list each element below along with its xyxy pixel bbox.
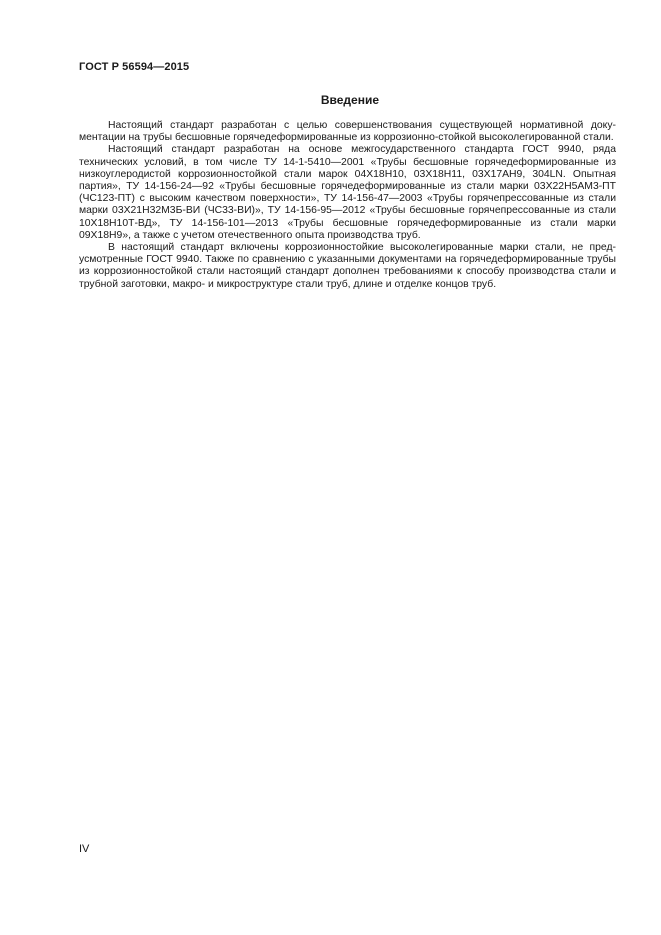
- section-title: Введение: [320, 93, 379, 107]
- document-id: ГОСТ Р 56594—2015: [79, 61, 190, 73]
- paragraph-purpose: Настоящий стандарт разработан с целью совершенствования существующей нормативной документации на трубы бесшовные горячедеформированные из коррозионно-стойкой высоколегированной стали.: [79, 120, 616, 144]
- paragraph-basis: Настоящий стандарт разработан на основе межгосударственного стандарта ГОСТ 9940, ряда технических условий, в том числе ТУ 14-1-5410—2001 «Трубы бесшовные горячедеформированные из низкоуглеродистой коррозионностойкой стали марок 04Х18Н10, 03Х18Н11, 03Х17АН9, 304LN. Опытная партия», ТУ 14-156-24—92 «Трубы бесшовные горячедеформированные из стали марки 03Х22Н5АМ3-ПТ (ЧС123-ПТ) с высоким качеством поверхности», ТУ 14-156-47—2003 «Трубы горячепрессованные из стали марки 03Х21Н32М3Б-ВИ (ЧС33-ВИ)», ТУ 14-156-95—2012 «Трубы бесшовные горячепрессованные из стали 10Х18Н10Т-ВД», ТУ 14-156-101—2013 «Трубы бесшовные горячедеформированные из стали марки 09Х18Н9», а также с учетом отечественного опыта производства труб.: [79, 144, 616, 241]
- paragraph-scope: В настоящий стандарт включены коррозионностойкие высоколегированные марки стали, не предусмотренные ГОСТ 9940. Также по сравнению с указанными документами на горячедеформированные трубы из коррозионностойкой стали настоящий стандарт дополнен требованиями к способу производства стали и трубной заготовки, макро- и микроструктуре стали труб, длине и отделке концов труб.: [79, 242, 616, 290]
- section-title-wrap: [79, 93, 595, 107]
- introduction-body: [79, 120, 616, 291]
- page-number: IV: [79, 843, 90, 855]
